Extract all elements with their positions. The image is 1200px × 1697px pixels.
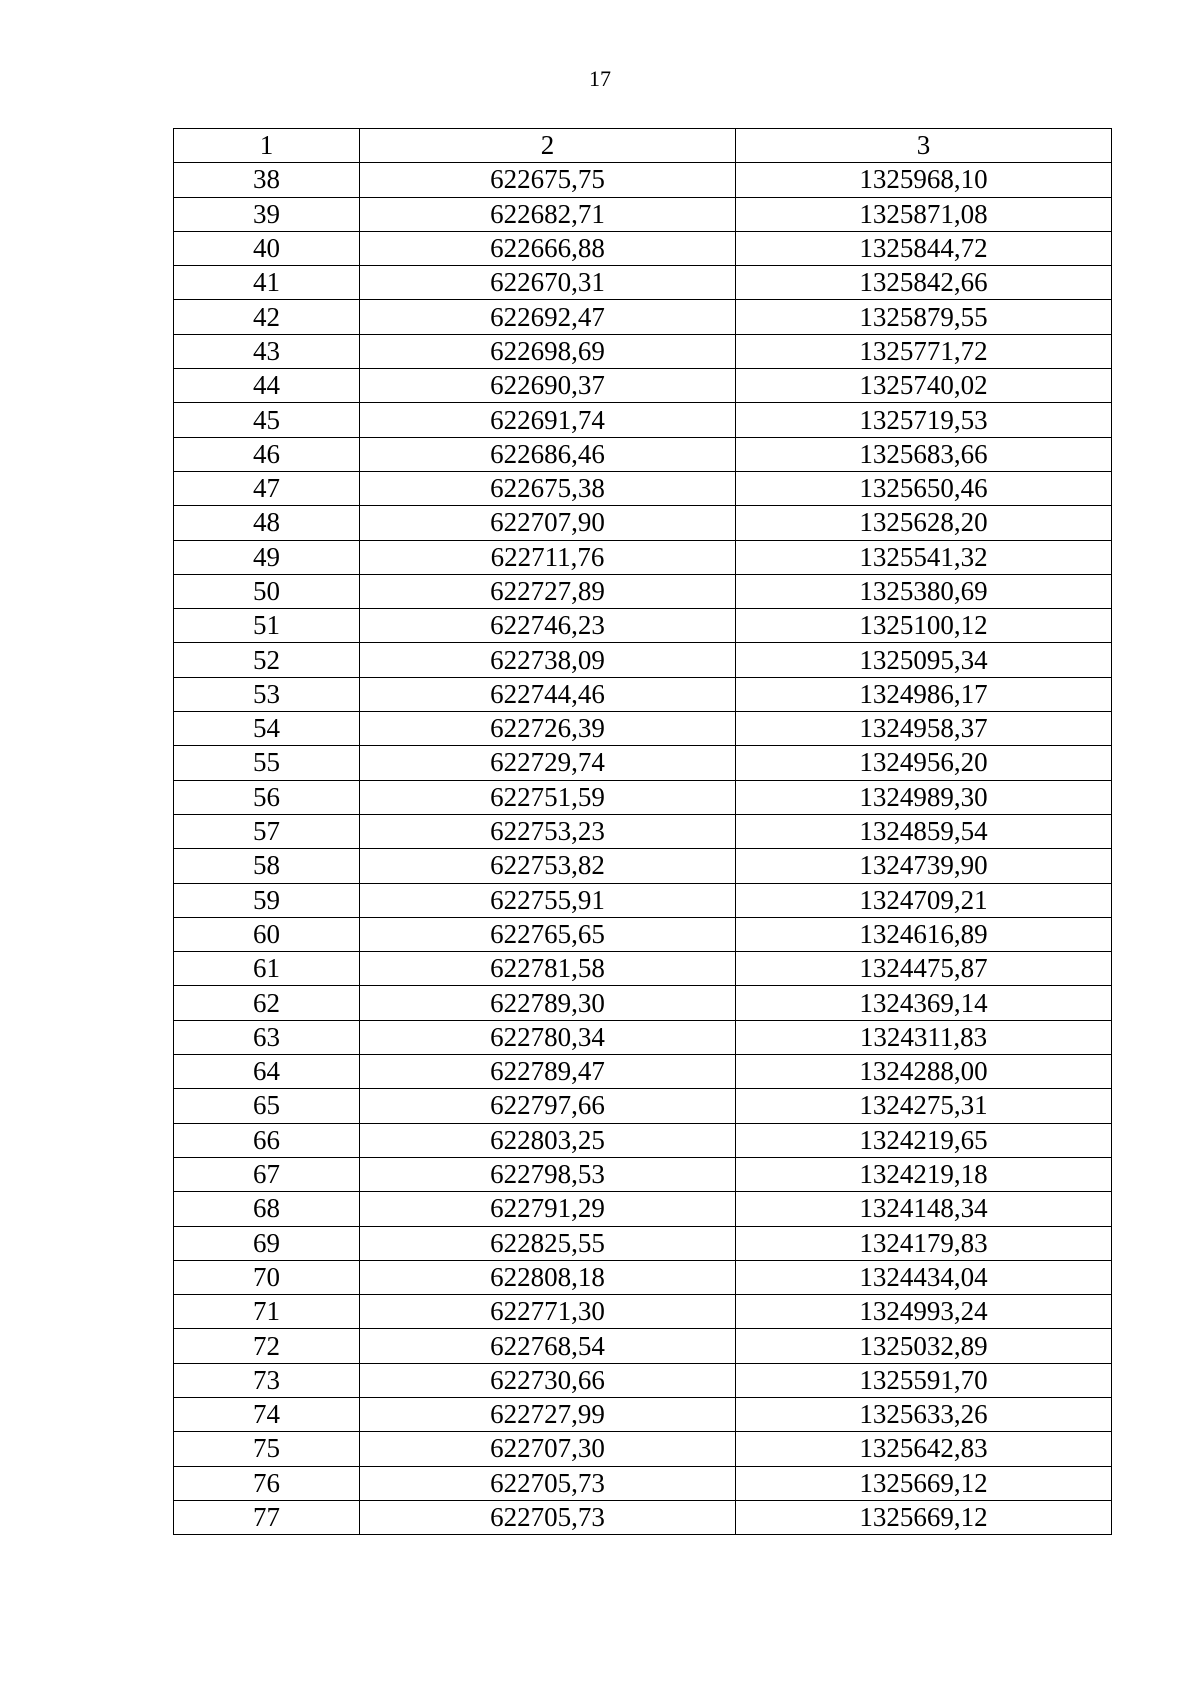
point-number-cell: 58	[174, 849, 360, 883]
table-row	[174, 677, 1112, 711]
point-number-cell: 53	[174, 677, 360, 711]
table-row	[174, 883, 1112, 917]
x-coordinate-cell: 622738,09	[360, 643, 736, 677]
x-coordinate-cell: 622727,89	[360, 574, 736, 608]
x-coordinate-cell: 622698,69	[360, 334, 736, 368]
y-coordinate-cell: 1325628,20	[736, 506, 1112, 540]
x-coordinate-cell: 622771,30	[360, 1295, 736, 1329]
point-number-cell: 44	[174, 369, 360, 403]
table-row	[174, 814, 1112, 848]
x-coordinate-cell: 622744,46	[360, 677, 736, 711]
table-row	[174, 917, 1112, 951]
table-row	[174, 231, 1112, 265]
x-coordinate-cell: 622705,73	[360, 1500, 736, 1534]
point-number-cell: 69	[174, 1226, 360, 1260]
point-number-cell: 52	[174, 643, 360, 677]
x-coordinate-cell: 622808,18	[360, 1260, 736, 1294]
point-number-cell: 43	[174, 334, 360, 368]
table-row	[174, 849, 1112, 883]
y-coordinate-cell: 1325968,10	[736, 163, 1112, 197]
point-number-cell: 47	[174, 471, 360, 505]
y-coordinate-cell: 1325642,83	[736, 1432, 1112, 1466]
table-row	[174, 1020, 1112, 1054]
x-coordinate-cell: 622711,76	[360, 540, 736, 574]
x-coordinate-cell: 622789,47	[360, 1055, 736, 1089]
y-coordinate-cell: 1325669,12	[736, 1500, 1112, 1534]
x-coordinate-cell: 622670,31	[360, 266, 736, 300]
y-coordinate-cell: 1324986,17	[736, 677, 1112, 711]
point-number-cell: 71	[174, 1295, 360, 1329]
x-coordinate-cell: 622686,46	[360, 437, 736, 471]
point-number-cell: 54	[174, 712, 360, 746]
table-row	[174, 1295, 1112, 1329]
y-coordinate-cell: 1325844,72	[736, 231, 1112, 265]
x-coordinate-cell: 622727,99	[360, 1397, 736, 1431]
x-coordinate-cell: 622825,55	[360, 1226, 736, 1260]
y-coordinate-cell: 1324275,31	[736, 1089, 1112, 1123]
table-row	[174, 1397, 1112, 1431]
table-body	[174, 163, 1112, 1535]
y-coordinate-cell: 1324311,83	[736, 1020, 1112, 1054]
table-row	[174, 300, 1112, 334]
table-row	[174, 1055, 1112, 1089]
table-header	[174, 129, 1112, 163]
point-number-cell: 39	[174, 197, 360, 231]
x-coordinate-cell: 622755,91	[360, 883, 736, 917]
point-number-cell: 45	[174, 403, 360, 437]
x-coordinate-cell: 622746,23	[360, 609, 736, 643]
x-coordinate-cell: 622726,39	[360, 712, 736, 746]
y-coordinate-cell: 1325380,69	[736, 574, 1112, 608]
point-number-cell: 73	[174, 1363, 360, 1397]
x-coordinate-cell: 622707,30	[360, 1432, 736, 1466]
point-number-cell: 77	[174, 1500, 360, 1534]
point-number-cell: 62	[174, 986, 360, 1020]
y-coordinate-cell: 1325100,12	[736, 609, 1112, 643]
point-number-cell: 59	[174, 883, 360, 917]
y-coordinate-cell: 1325871,08	[736, 197, 1112, 231]
y-coordinate-cell: 1324148,34	[736, 1192, 1112, 1226]
y-coordinate-cell: 1324475,87	[736, 952, 1112, 986]
table-row	[174, 506, 1112, 540]
header-row	[174, 129, 1112, 163]
header-cell-3: 3	[736, 129, 1112, 163]
y-coordinate-cell: 1325541,32	[736, 540, 1112, 574]
x-coordinate-cell: 622781,58	[360, 952, 736, 986]
x-coordinate-cell: 622798,53	[360, 1157, 736, 1191]
point-number-cell: 70	[174, 1260, 360, 1294]
table-row	[174, 574, 1112, 608]
y-coordinate-cell: 1324709,21	[736, 883, 1112, 917]
y-coordinate-cell: 1325719,53	[736, 403, 1112, 437]
point-number-cell: 66	[174, 1123, 360, 1157]
y-coordinate-cell: 1325879,55	[736, 300, 1112, 334]
point-number-cell: 75	[174, 1432, 360, 1466]
x-coordinate-cell: 622797,66	[360, 1089, 736, 1123]
table-row	[174, 609, 1112, 643]
point-number-cell: 40	[174, 231, 360, 265]
table-row	[174, 163, 1112, 197]
x-coordinate-cell: 622753,82	[360, 849, 736, 883]
table-row	[174, 780, 1112, 814]
point-number-cell: 55	[174, 746, 360, 780]
table-row	[174, 197, 1112, 231]
y-coordinate-cell: 1325669,12	[736, 1466, 1112, 1500]
coordinates-table	[173, 128, 1112, 1535]
table-row	[174, 1432, 1112, 1466]
y-coordinate-cell: 1324956,20	[736, 746, 1112, 780]
table-row	[174, 1157, 1112, 1191]
point-number-cell: 49	[174, 540, 360, 574]
x-coordinate-cell: 622675,75	[360, 163, 736, 197]
y-coordinate-cell: 1324616,89	[736, 917, 1112, 951]
point-number-cell: 41	[174, 266, 360, 300]
point-number-cell: 51	[174, 609, 360, 643]
point-number-cell: 72	[174, 1329, 360, 1363]
x-coordinate-cell: 622729,74	[360, 746, 736, 780]
x-coordinate-cell: 622692,47	[360, 300, 736, 334]
y-coordinate-cell: 1324434,04	[736, 1260, 1112, 1294]
y-coordinate-cell: 1324369,14	[736, 986, 1112, 1020]
point-number-cell: 57	[174, 814, 360, 848]
y-coordinate-cell: 1325032,89	[736, 1329, 1112, 1363]
point-number-cell: 74	[174, 1397, 360, 1431]
point-number-cell: 56	[174, 780, 360, 814]
x-coordinate-cell: 622780,34	[360, 1020, 736, 1054]
y-coordinate-cell: 1325683,66	[736, 437, 1112, 471]
table-row	[174, 437, 1112, 471]
x-coordinate-cell: 622705,73	[360, 1466, 736, 1500]
x-coordinate-cell: 622691,74	[360, 403, 736, 437]
table-row	[174, 1466, 1112, 1500]
point-number-cell: 50	[174, 574, 360, 608]
point-number-cell: 38	[174, 163, 360, 197]
y-coordinate-cell: 1324179,83	[736, 1226, 1112, 1260]
table-row	[174, 1192, 1112, 1226]
y-coordinate-cell: 1325633,26	[736, 1397, 1112, 1431]
x-coordinate-cell: 622666,88	[360, 231, 736, 265]
table-row	[174, 1500, 1112, 1534]
y-coordinate-cell: 1325095,34	[736, 643, 1112, 677]
point-number-cell: 63	[174, 1020, 360, 1054]
point-number-cell: 64	[174, 1055, 360, 1089]
y-coordinate-cell: 1324958,37	[736, 712, 1112, 746]
x-coordinate-cell: 622675,38	[360, 471, 736, 505]
y-coordinate-cell: 1325771,72	[736, 334, 1112, 368]
y-coordinate-cell: 1324993,24	[736, 1295, 1112, 1329]
y-coordinate-cell: 1325591,70	[736, 1363, 1112, 1397]
x-coordinate-cell: 622765,65	[360, 917, 736, 951]
page-number: 17	[589, 66, 611, 91]
point-number-cell: 65	[174, 1089, 360, 1123]
y-coordinate-cell: 1325740,02	[736, 369, 1112, 403]
point-number-cell: 46	[174, 437, 360, 471]
x-coordinate-cell: 622690,37	[360, 369, 736, 403]
table-row	[174, 1363, 1112, 1397]
x-coordinate-cell: 622707,90	[360, 506, 736, 540]
y-coordinate-cell: 1324219,18	[736, 1157, 1112, 1191]
table-row	[174, 712, 1112, 746]
table-row	[174, 1226, 1112, 1260]
x-coordinate-cell: 622791,29	[360, 1192, 736, 1226]
point-number-cell: 48	[174, 506, 360, 540]
table-row	[174, 1260, 1112, 1294]
x-coordinate-cell: 622768,54	[360, 1329, 736, 1363]
table-row	[174, 369, 1112, 403]
x-coordinate-cell: 622751,59	[360, 780, 736, 814]
x-coordinate-cell: 622730,66	[360, 1363, 736, 1397]
x-coordinate-cell: 622682,71	[360, 197, 736, 231]
table-row	[174, 403, 1112, 437]
header-cell-1: 1	[174, 129, 360, 163]
table-row	[174, 1089, 1112, 1123]
table-row	[174, 643, 1112, 677]
x-coordinate-cell: 622789,30	[360, 986, 736, 1020]
y-coordinate-cell: 1324219,65	[736, 1123, 1112, 1157]
x-coordinate-cell: 622753,23	[360, 814, 736, 848]
header-cell-2: 2	[360, 129, 736, 163]
table-row	[174, 986, 1112, 1020]
y-coordinate-cell: 1325650,46	[736, 471, 1112, 505]
table-row	[174, 471, 1112, 505]
y-coordinate-cell: 1325842,66	[736, 266, 1112, 300]
point-number-cell: 60	[174, 917, 360, 951]
point-number-cell: 67	[174, 1157, 360, 1191]
table-row	[174, 952, 1112, 986]
table-row	[174, 746, 1112, 780]
table-row	[174, 266, 1112, 300]
y-coordinate-cell: 1324288,00	[736, 1055, 1112, 1089]
point-number-cell: 76	[174, 1466, 360, 1500]
y-coordinate-cell: 1324859,54	[736, 814, 1112, 848]
table-row	[174, 540, 1112, 574]
x-coordinate-cell: 622803,25	[360, 1123, 736, 1157]
y-coordinate-cell: 1324739,90	[736, 849, 1112, 883]
table-row	[174, 1123, 1112, 1157]
y-coordinate-cell: 1324989,30	[736, 780, 1112, 814]
point-number-cell: 42	[174, 300, 360, 334]
table-row	[174, 1329, 1112, 1363]
point-number-cell: 61	[174, 952, 360, 986]
point-number-cell: 68	[174, 1192, 360, 1226]
table-row	[174, 334, 1112, 368]
